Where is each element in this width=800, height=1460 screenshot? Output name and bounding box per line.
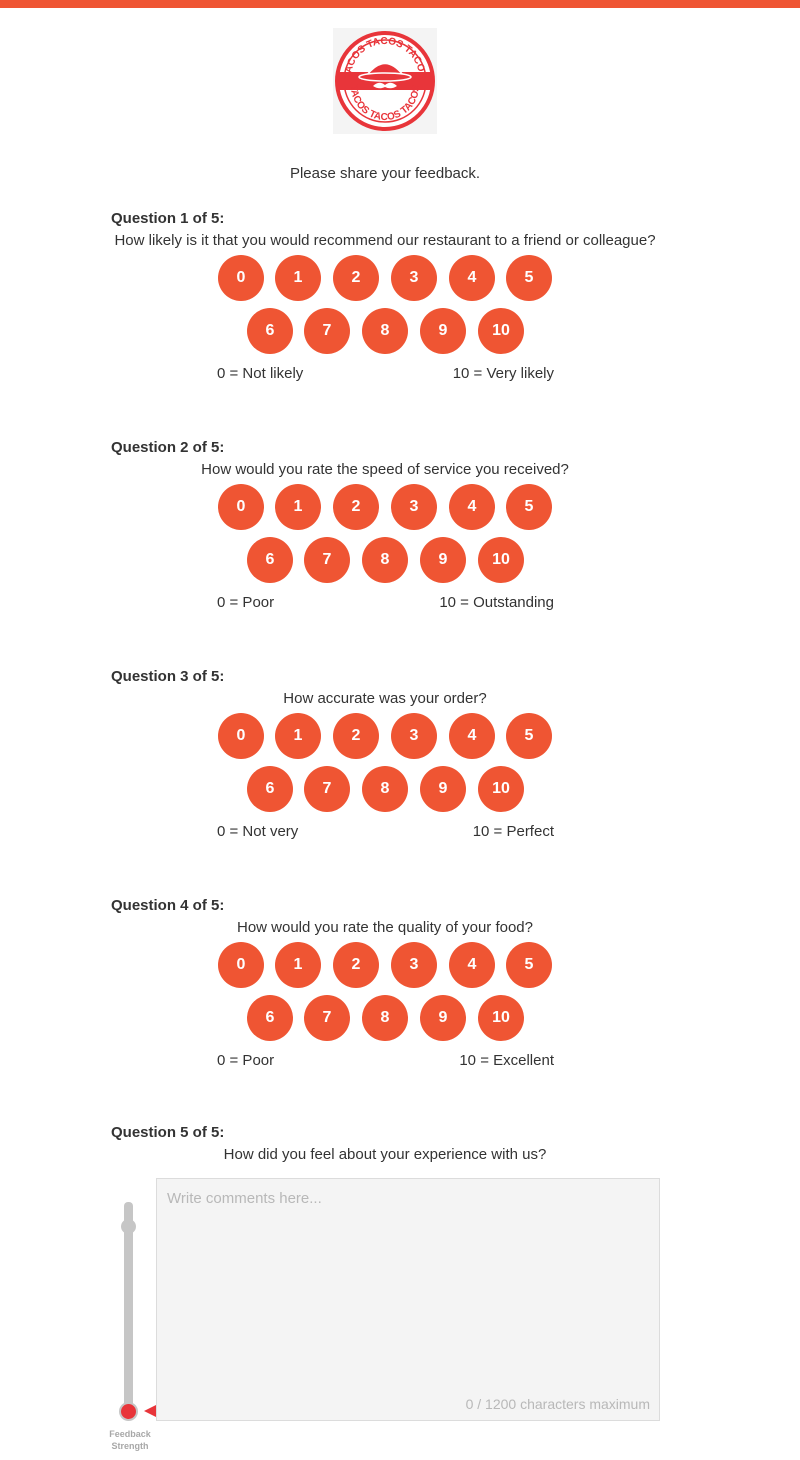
question-3 xyxy=(0,668,800,868)
feedback-strength-knob[interactable] xyxy=(119,1402,138,1421)
scale-max-label: 10 = Very likely xyxy=(452,365,554,382)
question-2 xyxy=(0,439,800,639)
question-text: How would you rate the speed of service you received? xyxy=(201,461,569,478)
question-5 xyxy=(0,1124,800,1460)
rating-option-5[interactable]: 5 xyxy=(506,484,552,530)
feedback-strength-track xyxy=(124,1202,133,1416)
rating-option-8[interactable]: 8 xyxy=(362,308,408,354)
rating-option-7[interactable]: 7 xyxy=(304,766,350,812)
rating-option-2[interactable]: 2 xyxy=(333,713,379,759)
rating-option-1[interactable]: 1 xyxy=(275,942,321,988)
rating-option-3[interactable]: 3 xyxy=(391,713,437,759)
question-text: How accurate was your order? xyxy=(283,690,487,707)
rating-option-9[interactable]: 9 xyxy=(420,308,466,354)
feedback-strength-label: Feedback Strength xyxy=(109,1429,151,1451)
scale-min-label: 0 = Poor xyxy=(217,1052,275,1069)
question-text: How did you feel about your experience with us? xyxy=(223,1146,547,1163)
rating-option-2[interactable]: 2 xyxy=(333,942,379,988)
rating-option-8[interactable]: 8 xyxy=(362,995,408,1041)
rating-option-8[interactable]: 8 xyxy=(362,537,408,583)
rating-option-3[interactable]: 3 xyxy=(391,484,437,530)
rating-row-bottom xyxy=(0,537,800,583)
rating-option-0[interactable]: 0 xyxy=(218,484,264,530)
scale-min-label: 0 = Poor xyxy=(217,594,275,611)
rating-option-1[interactable]: 1 xyxy=(275,484,321,530)
rating-option-6[interactable]: 6 xyxy=(247,995,293,1041)
scale-min-label: 0 = Not very xyxy=(217,823,299,840)
question-text: How would you rate the quality of your food? xyxy=(236,919,533,936)
logo-text-bottom: TACOS TACOS TACOS xyxy=(347,84,423,124)
rating-option-3[interactable]: 3 xyxy=(391,255,437,301)
rating-row-top xyxy=(0,942,800,988)
question-label: Question 4 of 5: xyxy=(111,897,225,914)
question-label: Question 1 of 5: xyxy=(111,210,225,227)
rating-option-0[interactable]: 0 xyxy=(218,942,264,988)
scale-max-label: 10 = Outstanding xyxy=(439,594,554,611)
scale-max-label: 10 = Excellent xyxy=(459,1052,554,1069)
rating-option-10[interactable]: 10 xyxy=(478,537,524,583)
rating-option-1[interactable]: 1 xyxy=(275,713,321,759)
question-1 xyxy=(0,210,800,410)
rating-option-10[interactable]: 10 xyxy=(478,308,524,354)
question-4 xyxy=(0,897,800,1097)
rating-option-6[interactable]: 6 xyxy=(247,537,293,583)
rating-option-9[interactable]: 9 xyxy=(420,995,466,1041)
rating-option-7[interactable]: 7 xyxy=(304,537,350,583)
intro-text: Please share your feedback. xyxy=(289,165,481,182)
rating-option-9[interactable]: 9 xyxy=(420,766,466,812)
top-accent-bar xyxy=(0,0,800,8)
comments-textarea[interactable] xyxy=(156,1178,660,1421)
pointer-arrow-icon xyxy=(144,1405,156,1417)
rating-row-top xyxy=(0,484,800,530)
rating-option-2[interactable]: 2 xyxy=(333,484,379,530)
feedback-strength-top-marker xyxy=(121,1219,136,1234)
rating-option-6[interactable]: 6 xyxy=(247,308,293,354)
rating-row-bottom xyxy=(0,995,800,1041)
question-label: Question 2 of 5: xyxy=(111,439,225,456)
rating-option-0[interactable]: 0 xyxy=(218,713,264,759)
rating-option-7[interactable]: 7 xyxy=(304,308,350,354)
rating-option-9[interactable]: 9 xyxy=(420,537,466,583)
character-count: 0 / 1200 characters maximum xyxy=(465,1396,650,1412)
rating-option-4[interactable]: 4 xyxy=(449,255,495,301)
rating-option-4[interactable]: 4 xyxy=(449,942,495,988)
rating-option-10[interactable]: 10 xyxy=(478,995,524,1041)
rating-row-bottom xyxy=(0,766,800,812)
restaurant-logo xyxy=(333,28,437,134)
rating-option-8[interactable]: 8 xyxy=(362,766,408,812)
rating-row-top xyxy=(0,713,800,759)
scale-min-label: 0 = Not likely xyxy=(217,365,304,382)
rating-option-4[interactable]: 4 xyxy=(449,713,495,759)
rating-option-1[interactable]: 1 xyxy=(275,255,321,301)
rating-option-0[interactable]: 0 xyxy=(218,255,264,301)
rating-option-5[interactable]: 5 xyxy=(506,255,552,301)
rating-row-bottom xyxy=(0,308,800,354)
question-label: Question 5 of 5: xyxy=(111,1124,225,1141)
scale-max-label: 10 = Perfect xyxy=(472,823,554,840)
question-label: Question 3 of 5: xyxy=(111,668,225,685)
rating-option-5[interactable]: 5 xyxy=(506,942,552,988)
question-text: How likely is it that you would recommend our restaurant to a friend or colleague? xyxy=(114,232,656,249)
rating-option-3[interactable]: 3 xyxy=(391,942,437,988)
rating-option-2[interactable]: 2 xyxy=(333,255,379,301)
rating-option-4[interactable]: 4 xyxy=(449,484,495,530)
rating-option-10[interactable]: 10 xyxy=(478,766,524,812)
logo-text-top: TACOS TACOS TACOS xyxy=(342,35,428,80)
rating-option-7[interactable]: 7 xyxy=(304,995,350,1041)
sombrero-mustache-icon xyxy=(333,28,437,134)
rating-row-top xyxy=(0,255,800,301)
rating-option-6[interactable]: 6 xyxy=(247,766,293,812)
rating-option-5[interactable]: 5 xyxy=(506,713,552,759)
